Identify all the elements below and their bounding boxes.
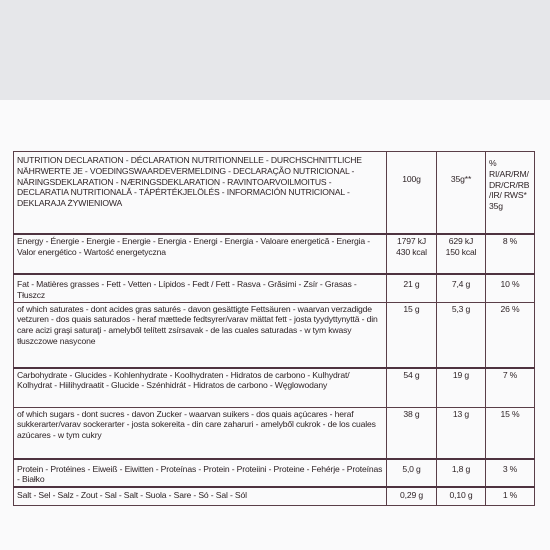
energy-ri: 8 % [486, 234, 535, 274]
energy-35g-kcal: 150 kcal [445, 246, 477, 257]
sugars-ri: 15 % [486, 407, 535, 459]
header-100g: 100g [387, 152, 437, 235]
table-row [14, 302, 535, 368]
table-row [14, 459, 535, 488]
protein-100g: 5,0 g [387, 459, 437, 488]
row-label-salt: Salt - Sel - Salz - Zout - Sal - Salt - Suola - Sare - Só - Sal - Sól [14, 487, 387, 506]
header-description: NUTRITION DECLARATION - DÉCLARATION NUTRITIONNELLE - DURCHSCHNITTLICHE NÄHRWERTE JE - VOEDINGSWAARDEVERMELDING - DECLARAÇÃO NUTRICIONAL - NÄRINGSDEKLARATION - NÆRINGSDEKLARATION - RAVINTOARVOILMOITUS - DECLARATIA NUTRITIONALĂ - TÁPÉRTÉKJELÖLÉS - INFORMACIÓN NUTRICIONAL - DEKLARAJA ŻYWIENIOWA [14, 152, 387, 235]
energy-100g-kcal: 430 kcal [396, 246, 427, 257]
header-reference-intake: % RI/AR/RM/ DR/CR/RB/IR/ RWS* 35g [486, 152, 535, 235]
fat-ri: 10 % [486, 274, 535, 302]
saturates-100g: 15 g [387, 302, 437, 368]
nutrition-table [13, 151, 535, 506]
table-header-row [14, 152, 535, 235]
row-label-saturates: of which saturates - dont acides gras saturés - davon gesättigte Fettsäuren - waarvan verzadigde vetzuren - dos quais saturados - heraf mættede fedtsyrer/varav mättat fett - josta tyydyttynyttä - din care acizi graşi saturaţi - amelyből telített zsírsavak - de las cuales saturadas - w tym kwasy tłuszczowe nasycone [14, 302, 387, 368]
table-row [14, 368, 535, 408]
energy-35g-kj: 629 kJ [448, 236, 474, 246]
protein-ri: 3 % [486, 459, 535, 488]
table-row [14, 487, 535, 506]
fat-35g: 7,4 g [437, 274, 486, 302]
carbohydrate-100g: 54 g [387, 368, 437, 408]
table-row [14, 274, 535, 302]
salt-35g: 0,10 g [437, 487, 486, 506]
table-row [14, 234, 535, 274]
row-label-protein: Protein - Protéines - Eiweiß - Eiwitten - Proteínas - Protein - Proteiini - Proteine - Fehérje - Proteínas - Białko [14, 459, 387, 488]
salt-ri: 1 % [486, 487, 535, 506]
header-35g: 35g** [437, 152, 486, 235]
saturates-35g: 5,3 g [437, 302, 486, 368]
row-label-fat: Fat - Matières grasses - Fett - Vetten - Lípidos - Fedt / Fett - Rasva - Grăsimi - Zsír - Grasas - Tłuszcz [14, 274, 387, 302]
energy-35g [437, 234, 486, 274]
product-background [0, 0, 550, 100]
fat-100g: 21 g [387, 274, 437, 302]
sugars-100g: 38 g [387, 407, 437, 459]
row-label-sugars: of which sugars - dont sucres - davon Zucker - waarvan suikers - dos quais açúcares - heraf sukkerarter/varav sockerarter - josta sokereita - din care zaharuri - amelyből cukrok - de los cuales azúcares - w tym cukry [14, 407, 387, 459]
carbohydrate-35g: 19 g [437, 368, 486, 408]
row-label-energy: Energy - Énergie - Energie - Energie - Energia - Energi - Energia - Valoare energetică - Energia - Valor energético - Wartość energetyczna [14, 234, 387, 274]
energy-100g [387, 234, 437, 274]
carbohydrate-ri: 7 % [486, 368, 535, 408]
table-row [14, 407, 535, 459]
row-label-carbohydrate: Carbohydrate - Glucides - Kohlenhydrate - Koolhydraten - Hidratos de carbono - Kulhydrat/ Kolhydrat - Hiilihydraatit - Glucide - Szénhidrát - Hidratos de carbono - Węglowodany [14, 368, 387, 408]
protein-35g: 1,8 g [437, 459, 486, 488]
energy-100g-kj: 1797 kJ [396, 236, 427, 246]
saturates-ri: 26 % [486, 302, 535, 368]
salt-100g: 0,29 g [387, 487, 437, 506]
sugars-35g: 13 g [437, 407, 486, 459]
